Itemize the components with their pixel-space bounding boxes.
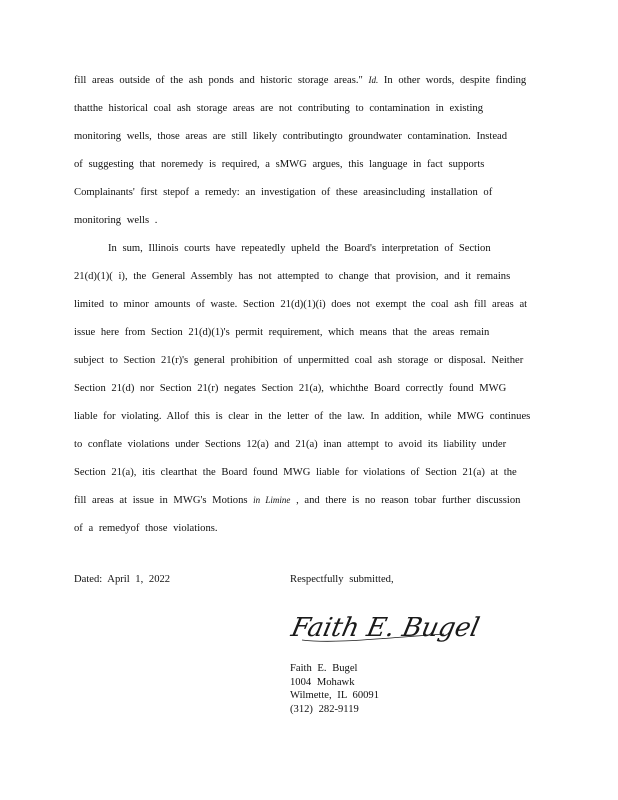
- body-line-1: [74, 74, 526, 87]
- signer-address-line-2: Wilmette, IL 60091: [290, 690, 380, 701]
- body-line-4: of suggesting that noremedy is required, a sMWG argues, this language in fact supports: [74, 159, 485, 170]
- body-line-15: Section 21(a), itis clearthat the Board found MWG liable for violations of Section 21(a) at the: [74, 467, 517, 478]
- body-line-16: [74, 494, 520, 507]
- signature-script: Faith E. Bugel: [288, 613, 483, 643]
- body-line-8: 21(d)(1)( i), the General Assembly has not attempted to change that provision, and it remains: [74, 271, 511, 282]
- body-line-16-post: , and there is no reason tobar further discussion: [296, 495, 521, 506]
- body-line-13: liable for violating. Allof this is clear in the letter of the law. In addition, while MWG continues: [74, 411, 531, 422]
- body-line-12: Section 21(d) nor Section 21(r) negates Section 21(a), whichthe Board correctly found MWG: [74, 383, 507, 394]
- body-line-7: In sum, Illinois courts have repeatedly upheld the Board's interpretation of Section: [108, 243, 491, 254]
- date-line: Dated: April 1, 2022: [74, 574, 171, 585]
- body-line-2: thatthe historical coal ash storage areas are not contributing to contamination in existing: [74, 103, 484, 114]
- closing-text: Respectfully submitted,: [290, 574, 394, 585]
- body-line-1-post: In other words, despite finding: [383, 75, 527, 86]
- signer-name: Faith E. Bugel: [290, 663, 358, 674]
- signer-address-line-1: 1004 Mohawk: [290, 676, 355, 688]
- body-line-14: to conflate violations under Sections 12(a) and 21(a) inan attempt to avoid its liability under: [74, 439, 507, 450]
- body-line-9: limited to minor amounts of waste. Section 21(d)(1)(i) does not exempt the coal ash fill areas at: [74, 299, 528, 310]
- body-line-11: subject to Section 21(r)'s general prohibition of unpermitted coal ash storage or disposal. Neither: [74, 355, 524, 366]
- body-line-16-pre: fill areas at issue in MWG's Motions: [74, 495, 248, 506]
- body-line-16-italic: in Limine: [253, 495, 291, 505]
- signature-drawing: [288, 608, 483, 648]
- handwritten-signature: [288, 608, 483, 648]
- body-line-1-citation: Id.: [368, 75, 379, 85]
- body-line-3: monitoring wells, those areas are still likely contributingto groundwater contamination. Instead: [74, 131, 508, 142]
- signer-phone: (312) 282-9119: [290, 703, 359, 715]
- body-line-6: monitoring wells .: [74, 215, 158, 226]
- signer-block: [290, 662, 379, 716]
- body-line-5: Complainants' first stepof a remedy: an investigation of these areasincluding installation of: [74, 187, 493, 198]
- body-line-17: of a remedyof those violations.: [74, 523, 218, 534]
- body-line-1-pre: fill areas outside of the ash ponds and historic storage areas.": [74, 75, 363, 86]
- body-line-10: issue here from Section 21(d)(1)'s permit requirement, which means that the areas remain: [74, 327, 490, 338]
